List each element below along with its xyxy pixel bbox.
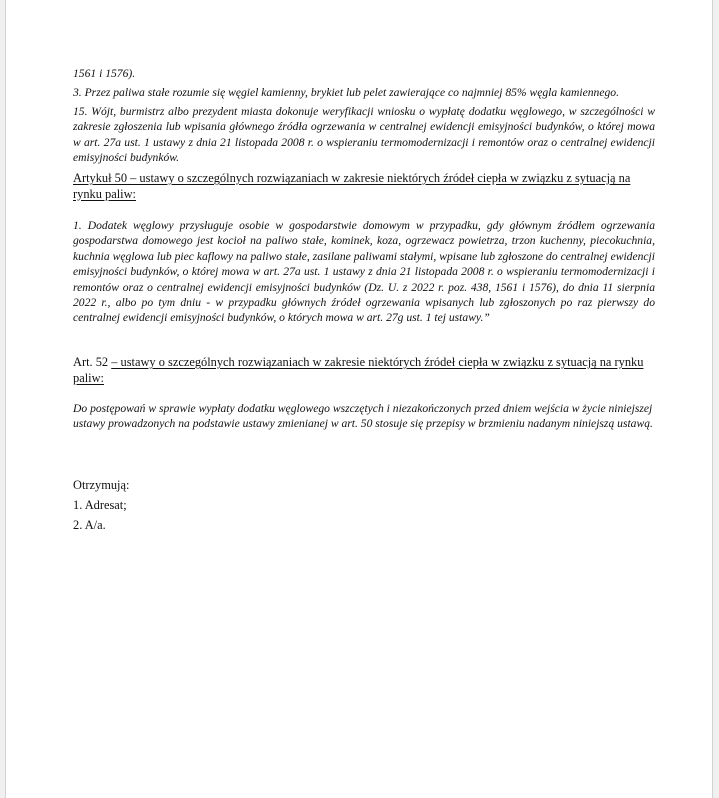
document-page — [5, 0, 713, 798]
art52-heading: – ustawy o szczególnych rozwiązaniach w zakresie niektórych źródeł ciepła w związku z sytuacją na rynku paliw: — [73, 355, 644, 385]
recipient-item: 2. A/a. — [73, 518, 106, 532]
art50-text: 1. Dodatek węglowy przysługuje osobie w gospodarstwie domowym w przypadku, gdy głównym źródłem ogrzewania gospodarstwa domowego jest kocioł na paliwo stałe, kominek, koza, ogrzewacz powietrza, trzon kuchenny, piecokuchnia, kuchnia węglowa lub piec kaflowy na paliwo stałe, zasilane paliwami stałymi, wpisane lub zgłoszone do centralnej ewidencji emisyjności budynków, o której mowa w art. 27a ust. 1 ustawy z dnia 21 listopada 2008 r. o wspieraniu termomodernizacji i remontów oraz o centralnej ewidencji emisyjności budynków (Dz. U. z 2022 r. poz. 438, 1561 i 1576), do dnia 11 sierpnia 2022 r., albo po tym dniu - w przypadku głównych źródeł ogrzewania wpisanych lub zgłoszonych po raz pierwszy do centralnej ewidencji emisyjności budynków, o których mowa w art. 27g ust. 1 tej ustawy.” — [73, 219, 655, 325]
point-3: 3. Przez paliwa stałe rozumie się węgiel kamienny, brykiet lub pelet zawierające co najmniej 85% węgla kamiennego. — [73, 86, 619, 99]
recipient-item: 1. Adresat; — [73, 498, 127, 512]
art52-prefix: Art. 52 — [73, 355, 109, 369]
intro-tail: 1561 i 1576). — [73, 67, 136, 80]
art52-heading-line — [73, 355, 655, 386]
recipients-label: Otrzymują: — [73, 478, 130, 492]
art52-text: Do postępowań w sprawie wypłaty dodatku węglowego wszczętych i niezakończonych przed dniem wejścia w życie niniejszej ustawy prowadzonych na podstawie ustawy zmienianej w art. 50 stosuje się przepisy w brzmieniu nadanym niniejszą ustawą. — [73, 402, 653, 431]
art50-heading: Artykuł 50 – ustawy o szczególnych rozwiązaniach w zakresie niektórych źródeł ciepła w związku z sytuacją na rynku paliw: — [73, 171, 631, 201]
point-15: 15. Wójt, burmistrz albo prezydent miasta dokonuje weryfikacji wniosku o wypłatę dodatku węglowego, w szczególności w zakresie zgłoszenia lub wpisania głównego źródła ogrzewania w centralnej ewidencji emisyjności budynków, o której mowa w art. 27a ust. 1 ustawy z dnia 21 listopada 2008 r. o wspieraniu termomodernizacji i remontów oraz o centralnej ewidencji emisyjności budynków. — [73, 105, 655, 165]
